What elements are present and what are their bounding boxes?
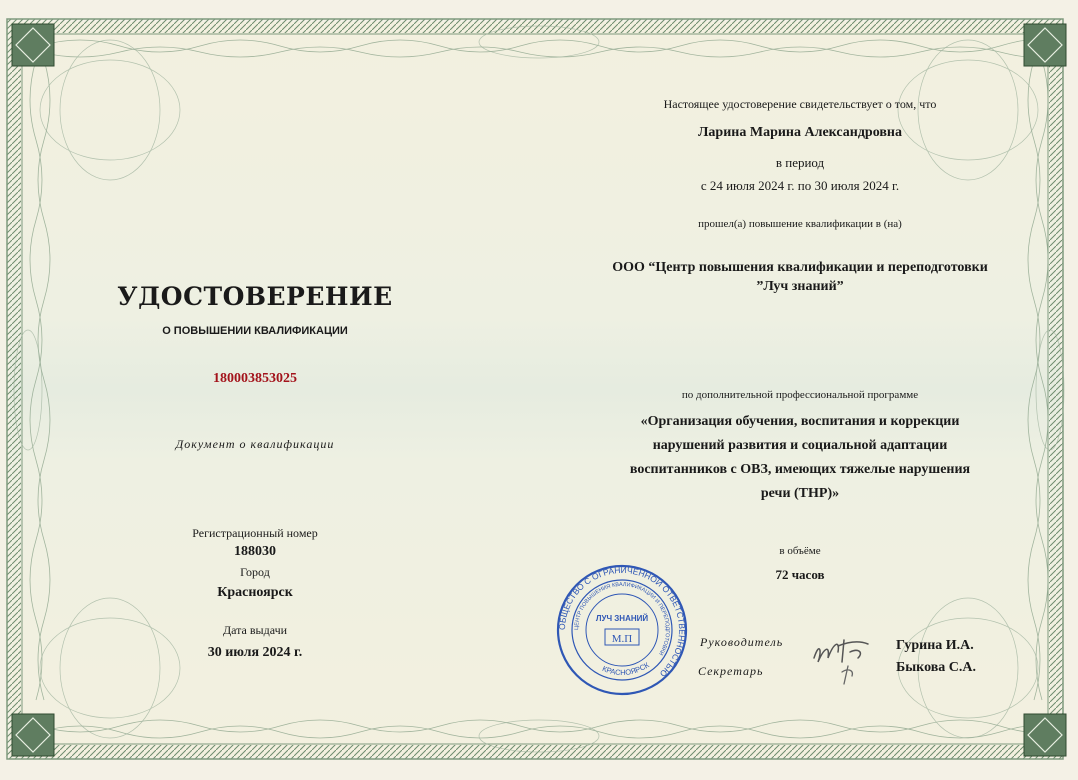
reg-number-label: Регистрационный номер: [192, 526, 318, 540]
program-line-4: речи (ТНР)»: [760, 486, 840, 501]
organization-line-2: ”Луч знаний”: [756, 279, 844, 294]
program-line-1: «Организация обучения, воспитания и коррекции: [640, 414, 960, 429]
document-type: Документ о квалификации: [175, 437, 335, 451]
program-label: по дополнительной профессиональной программе: [681, 389, 919, 401]
reg-number-value: 188030: [234, 544, 276, 559]
head-name: Гурина И.А.: [896, 638, 974, 653]
secretary-label: Секретарь: [698, 664, 764, 678]
organization-stamp: [555, 563, 689, 697]
period-label: в период: [775, 155, 825, 170]
volume-label: в объёме: [779, 545, 821, 557]
issue-date-label: Дата выдачи: [222, 623, 288, 637]
certificate-subtitle: О ПОВЫШЕНИИ КВАЛИФИКАЦИИ: [162, 325, 348, 337]
stamp-city-text: КРАСНОЯРСК: [601, 660, 651, 678]
intro-text: Настоящее удостоверение свидетельствует о том, что: [663, 97, 937, 111]
program-line-3: воспитанников с ОВЗ, имеющих тяжелые нарушения: [629, 462, 971, 477]
certificate-title: УДОСТОВЕРЕНИЕ: [117, 282, 393, 311]
handwritten-signature: [808, 622, 874, 686]
program-line-2: нарушений развития и социальной адаптации: [652, 438, 948, 453]
stamp-center-text: ЛУЧ ЗНАНИЙ: [595, 614, 649, 623]
hours-value: 72 часов: [775, 567, 825, 582]
issue-date-value: 30 июля 2024 г.: [207, 645, 303, 660]
city-label: Город: [240, 565, 270, 579]
head-label: Руководитель: [700, 635, 784, 649]
period-value: с 24 июля 2024 г. по 30 июля 2024 г.: [700, 178, 900, 193]
city-value: Красноярск: [217, 585, 293, 600]
secretary-name: Быкова С.А.: [896, 660, 977, 675]
passed-text: прошел(а) повышение квалификации в (на): [698, 218, 902, 230]
stamp-mp-text: М.П: [611, 633, 633, 645]
recipient-name: Ларина Марина Александровна: [698, 125, 902, 140]
stamp-inner-text: ЦЕНТР ПОВЫШЕНИЯ КВАЛИФИКАЦИИ И ПЕРЕПОДГОТОВКИ: [573, 581, 671, 657]
stamp-outer-text: ОБЩЕСТВО С ОГРАНИЧЕННОЙ ОТВЕТСТВЕННОСТЬЮ: [556, 564, 688, 679]
organization-line-1: ООО “Центр повышения квалификации и переподготовки: [612, 260, 988, 275]
certificate-number: 180003853025: [213, 371, 297, 386]
